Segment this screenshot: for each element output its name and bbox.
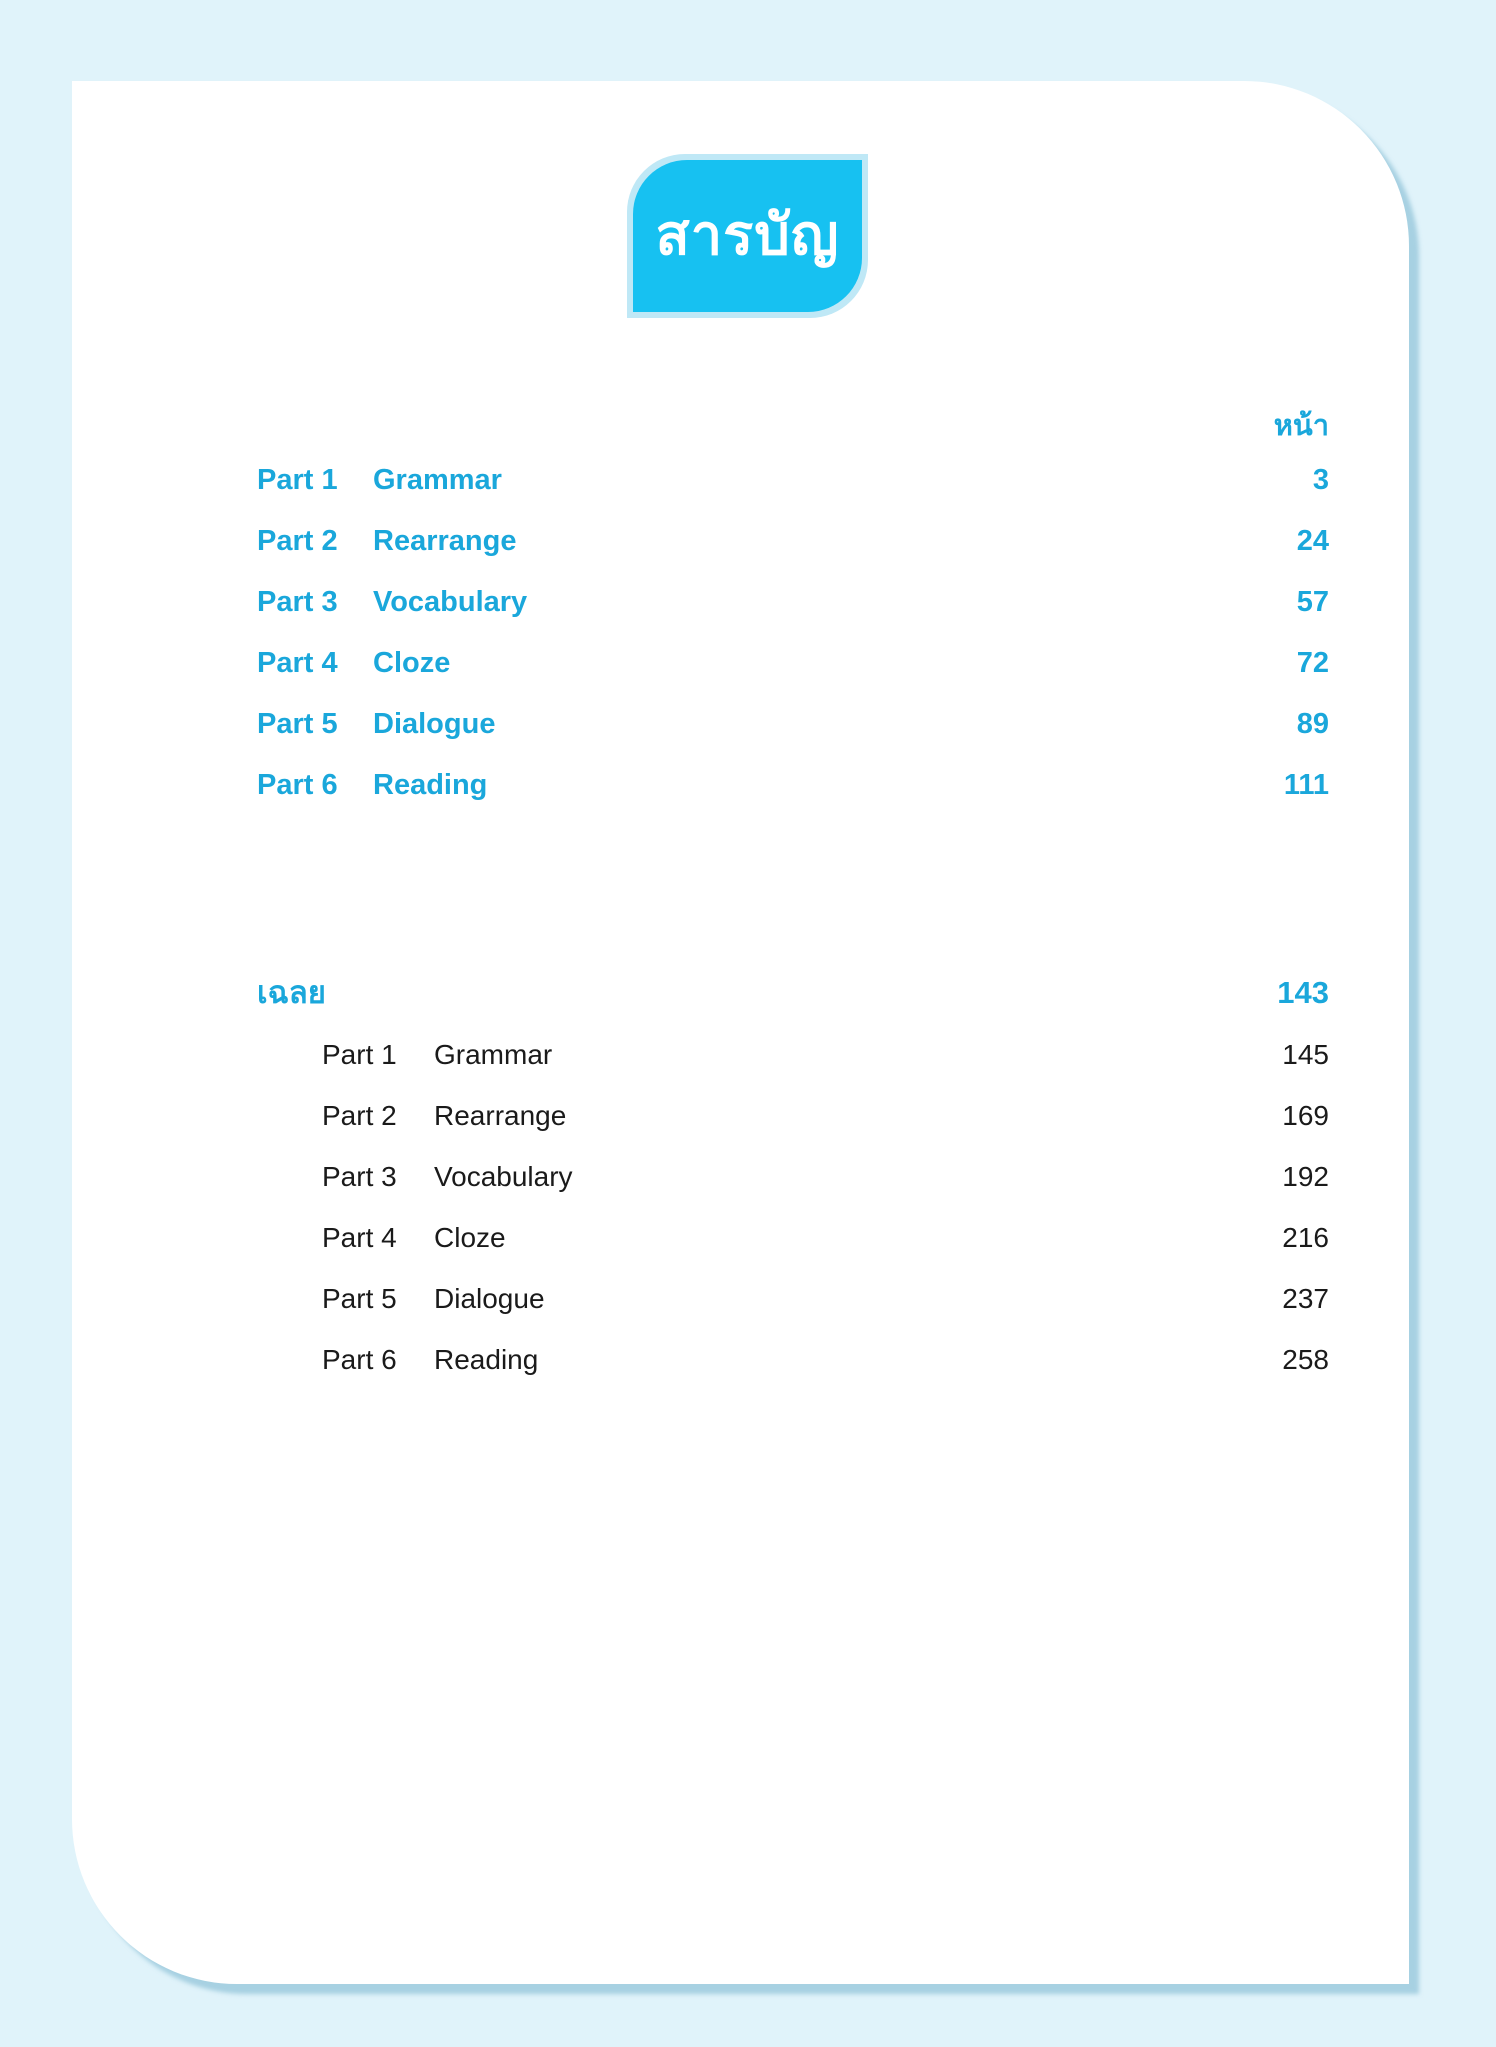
- answers-part-name: Rearrange: [434, 1100, 567, 1131]
- answers-part-number: Part 2: [322, 1100, 397, 1131]
- toc-part-name: Rearrange: [373, 525, 517, 557]
- answers-label: เฉลย: [257, 975, 326, 1011]
- answers-page-number: 216: [1282, 1222, 1329, 1253]
- answers-part-name: Vocabulary: [434, 1161, 573, 1192]
- toc-part-number: Part 4: [257, 647, 338, 679]
- answers-entry-part-3[interactable]: [257, 1159, 1329, 1220]
- answers-page-number: 258: [1282, 1344, 1329, 1375]
- toc-part-name: Vocabulary: [373, 586, 528, 618]
- answers-part-name: Reading: [434, 1344, 539, 1375]
- answers-part-name: Cloze: [434, 1222, 506, 1253]
- toc-main-list: [257, 462, 1329, 828]
- page-title: สารบัญ: [655, 203, 840, 268]
- answers-section-heading[interactable]: [257, 974, 1329, 1014]
- answers-list: [257, 1037, 1329, 1403]
- answers-part-number: Part 4: [322, 1222, 397, 1253]
- toc-part-name: Reading: [373, 769, 488, 801]
- toc-page: [72, 81, 1409, 1984]
- toc-part-name: Cloze: [373, 647, 451, 679]
- answers-page-number: 192: [1282, 1161, 1329, 1192]
- toc-part-number: Part 2: [257, 525, 338, 557]
- toc-part-number: Part 5: [257, 708, 338, 740]
- toc-page-number: 3: [1312, 464, 1329, 496]
- answers-entry-part-4[interactable]: [257, 1220, 1329, 1281]
- toc-part-number: Part 3: [257, 586, 338, 618]
- toc-entry-part-6[interactable]: [257, 767, 1329, 828]
- answers-part-number: Part 5: [322, 1283, 397, 1314]
- toc-entry-part-1[interactable]: [257, 462, 1329, 523]
- title-badge: [627, 154, 868, 318]
- toc-page-number: 89: [1296, 708, 1329, 740]
- toc-entry-part-3[interactable]: [257, 584, 1329, 645]
- toc-part-name: Dialogue: [373, 708, 496, 740]
- answers-entry-part-6[interactable]: [257, 1342, 1329, 1403]
- toc-part-name: Grammar: [373, 464, 502, 496]
- answers-part-name: Grammar: [434, 1039, 553, 1070]
- toc-part-number: Part 1: [257, 464, 338, 496]
- toc-page-number: 57: [1296, 586, 1329, 618]
- answers-page-number: 145: [1282, 1039, 1329, 1070]
- answers-page-number: 169: [1282, 1100, 1329, 1131]
- toc-page-number: 111: [1283, 769, 1329, 801]
- answers-page-number: 143: [1277, 975, 1329, 1010]
- answers-page-number: 237: [1282, 1283, 1329, 1314]
- answers-part-name: Dialogue: [434, 1283, 545, 1314]
- answers-part-number: Part 3: [322, 1161, 397, 1192]
- toc-page-number: 24: [1296, 525, 1329, 557]
- answers-entry-part-1[interactable]: [257, 1037, 1329, 1098]
- toc-entry-part-2[interactable]: [257, 523, 1329, 584]
- toc-entry-part-5[interactable]: [257, 706, 1329, 767]
- page-column-label: หน้า: [1273, 408, 1329, 442]
- title-badge-inner: [633, 160, 862, 312]
- toc-page-number: 72: [1296, 647, 1329, 679]
- answers-part-number: Part 6: [322, 1344, 397, 1375]
- answers-entry-part-2[interactable]: [257, 1098, 1329, 1159]
- answers-entry-part-5[interactable]: [257, 1281, 1329, 1342]
- toc-part-number: Part 6: [257, 769, 338, 801]
- answers-part-number: Part 1: [322, 1039, 397, 1070]
- toc-entry-part-4[interactable]: [257, 645, 1329, 706]
